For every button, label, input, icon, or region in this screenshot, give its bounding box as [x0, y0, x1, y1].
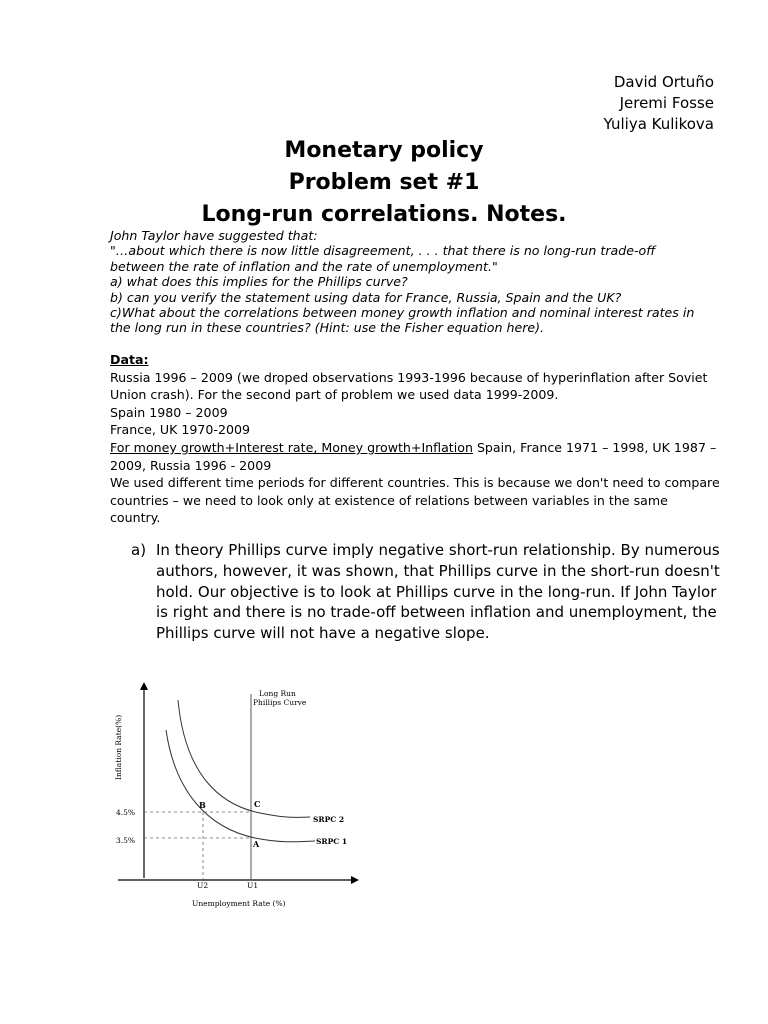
- title-line-2: Problem set #1: [288, 170, 480, 195]
- question-line: "…about which there is now little disagreement, . . . that there is no long-run trade-off: [110, 243, 656, 259]
- document-title: [0, 135, 768, 231]
- question-line: c)What about the correlations between money growth inflation and nominal interest rates in: [110, 305, 695, 321]
- y-axis-arrow-icon: [140, 682, 148, 690]
- point-b-label: B: [199, 800, 206, 810]
- answer-a: [131, 540, 731, 644]
- money-growth-periods: Spain, France 1971 – 1998, UK 1987 – 2009, Russia 1996 - 2009: [110, 439, 717, 473]
- srpc1-label: SRPC 1: [316, 837, 348, 846]
- question-line: the long run in these countries? (Hint: use the Fisher equation here).: [110, 320, 545, 336]
- data-spain: Spain 1980 – 2009: [110, 404, 228, 420]
- point-a-label: A: [253, 839, 260, 849]
- question-line: between the rate of inflation and the rate of unemployment.": [110, 258, 498, 274]
- x-axis-arrow-icon: [351, 876, 359, 884]
- author-name: David Ortuño: [613, 73, 714, 91]
- x-axis-label: Unemployment Rate (%): [192, 899, 286, 908]
- y-tick-low: 3.5%: [116, 836, 136, 845]
- y-axis-label: Inflation Rate(%): [114, 714, 123, 780]
- lrpc-label-2: Phillips Curve: [253, 698, 307, 707]
- data-france-uk: France, UK 1970-2009: [110, 422, 251, 438]
- data-note: We used different time periods for different countries. This is because we don't need to compare countries – we need to look only at existence of relations between variables in the same country.: [110, 475, 720, 526]
- phillips-curve-figure: [110, 680, 380, 910]
- question-block: [110, 228, 720, 336]
- y-tick-high: 4.5%: [116, 808, 136, 817]
- author-name: Yuliya Kulikova: [603, 115, 714, 133]
- author-name: Jeremi Fosse: [619, 94, 714, 112]
- x-tick-u2: U2: [197, 881, 209, 890]
- question-line: a) what does this implies for the Phillips curve?: [110, 274, 408, 290]
- srpc2-curve: [178, 700, 310, 817]
- srpc1-curve: [166, 730, 315, 842]
- answer-a-text: In theory Phillips curve imply negative short-run relationship. By numerous authors, however, it was shown, that Phillips curve in the short-run doesn't hold. Our objective is to look at Phillips curve in the long-run. If John Taylor is right and there is no trade-off between inflation and unemployment, the Phillips curve will not have a negative slope.: [156, 541, 720, 643]
- title-line-3: Long-run correlations. Notes.: [201, 202, 567, 227]
- data-russia: Russia 1996 – 2009 (we droped observations 1993-1996 because of hyperinflation after Soviet Union crash). For the second part of problem we used data 1999-2009.: [110, 369, 708, 403]
- money-growth-label: For money growth+Interest rate, Money growth+Inflation: [110, 439, 473, 455]
- data-section: [110, 351, 720, 527]
- data-money-growth: [110, 439, 720, 474]
- lrpc-label-1: Long Run: [259, 689, 296, 698]
- x-tick-u1: U1: [247, 881, 259, 890]
- data-heading: Data:: [110, 352, 149, 367]
- point-c-label: C: [254, 799, 261, 809]
- question-line: b) can you verify the statement using data for France, Russia, Spain and the UK?: [110, 289, 622, 305]
- srpc2-label: SRPC 2: [313, 815, 345, 824]
- title-line-1: Monetary policy: [284, 138, 484, 163]
- list-marker: a): [131, 541, 147, 559]
- question-line: John Taylor have suggested that:: [110, 228, 318, 243]
- authors-block: [604, 72, 714, 135]
